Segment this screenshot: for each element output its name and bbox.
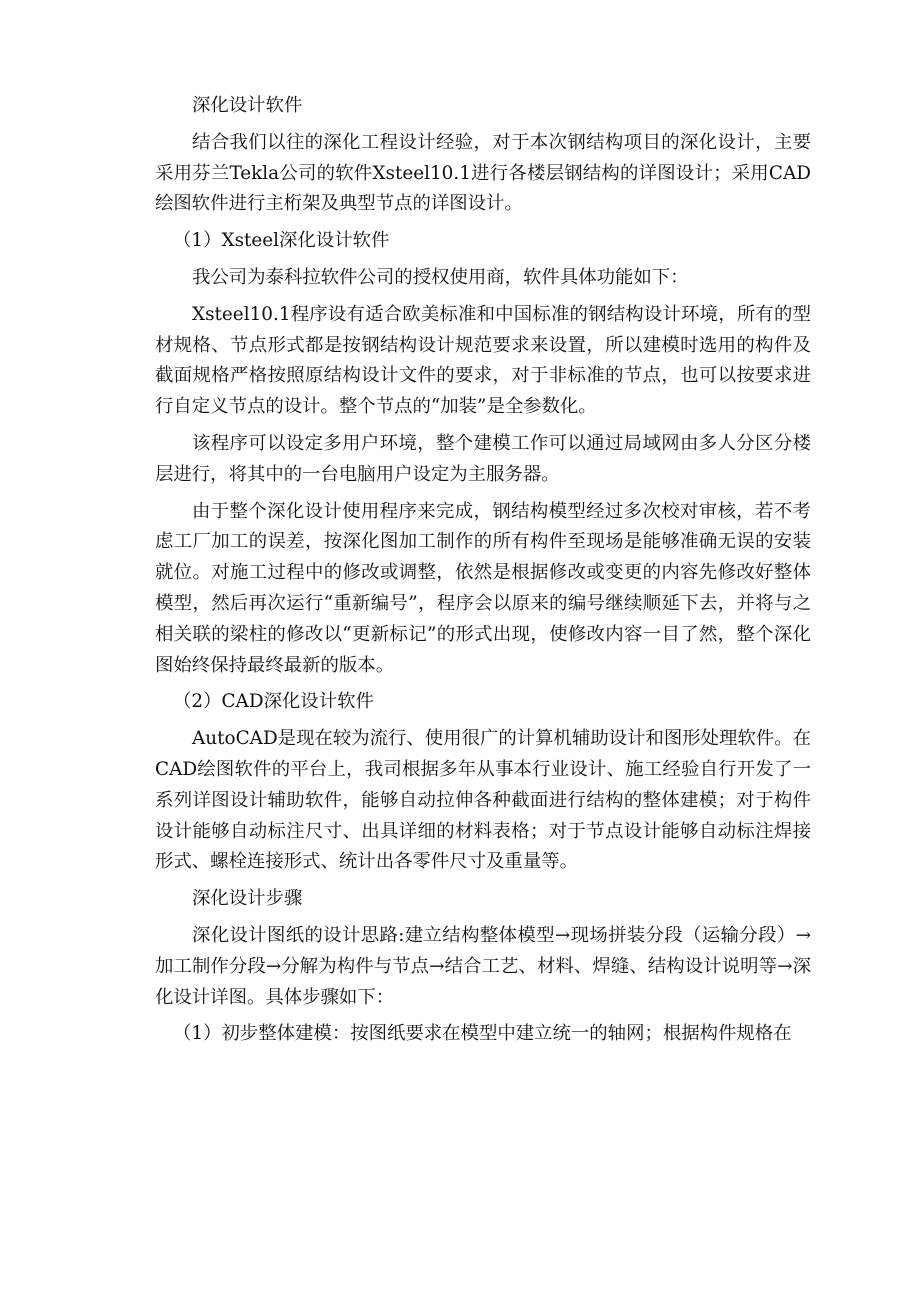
paragraph-autocad: AutoCAD是现在较为流行、使用很广的计算机辅助设计和图形处理软件。在CAD绘图软件的平台上，我司根据多年从事本行业设计、施工经验自行开发了一系列详图设计辅助软件，能够自动拉伸各种截面进行结构的整体建模；对于构件设计能够自动标注尺寸、出具详细的材料表格；对于节点设计能够自动标注焊接形式、螺栓连接形式、统计出各零件尺寸及重量等。 [155, 728, 812, 873]
paragraph-multiuser: 该程序可以设定多用户环境，整个建模工作可以通过局域网由多人分区分楼层进行，将其中的一台电脑用户设定为主服务器。 [155, 432, 811, 485]
section-heading-software: 深化设计软件 [192, 95, 303, 116]
paragraph-design-approach: 深化设计图纸的设计思路:建立结构整体模型→现场拼装分段（运输分段）→加工制作分段→分解为构件与节点→结合工艺、材料、焊缝、结构设计说明等→深化设计详图。具体步骤如下： [155, 924, 811, 1008]
paragraph-license: 我公司为泰科拉软件公司的授权使用商，软件具体功能如下： [192, 266, 689, 288]
paragraph-intro: 结合我们以往的深化工程设计经验，对于本次钢结构项目的深化设计，主要采用芬兰Tekla公司的软件Xsteel10.1进行各楼层钢结构的详图设计；采用CAD绘图软件进行主桁架及典型节点的详图设计。 [155, 131, 811, 215]
paragraph-accuracy: 由于整个深化设计使用程序来完成，钢结构模型经过多次校对审核，若不考虑工厂加工的误差，按深化图加工制作的所有构件至现场是能够准确无误的安装就位。对施工过程中的修改或调整，依然是根据修改或变更的内容先修改好整体模型，然后再次运行“重新编号”，程序会以原来的编号继续顺延下去，并将与之相关联的梁柱的修改以“更新标记”的形式出现，使修改内容一目了然，整个深化图始终保持最终最新的版本。 [155, 500, 811, 676]
subheading-xsteel: （1）Xsteel深化设计软件 [173, 230, 390, 252]
section-heading-steps: 深化设计步骤 [192, 888, 303, 910]
paragraph-step-1: （1）初步整体建模：按图纸要求在模型中建立统一的轴网；根据构件规格在 [173, 1023, 792, 1045]
document-page [155, 91, 811, 1050]
subheading-cad: （2）CAD深化设计软件 [173, 691, 374, 713]
paragraph-xsteel-features: Xsteel10.1程序设有适合欧美标准和中国标准的钢结构设计环境，所有的型材规格、节点形式都是按钢结构设计规范要求来设置，所以建模时选用的构件及截面规格严格按照原结构设计文件的要求，对于非标准的节点，也可以按要求进行自定义节点的设计。整个节点的“加装”是全参数化。 [155, 303, 811, 418]
